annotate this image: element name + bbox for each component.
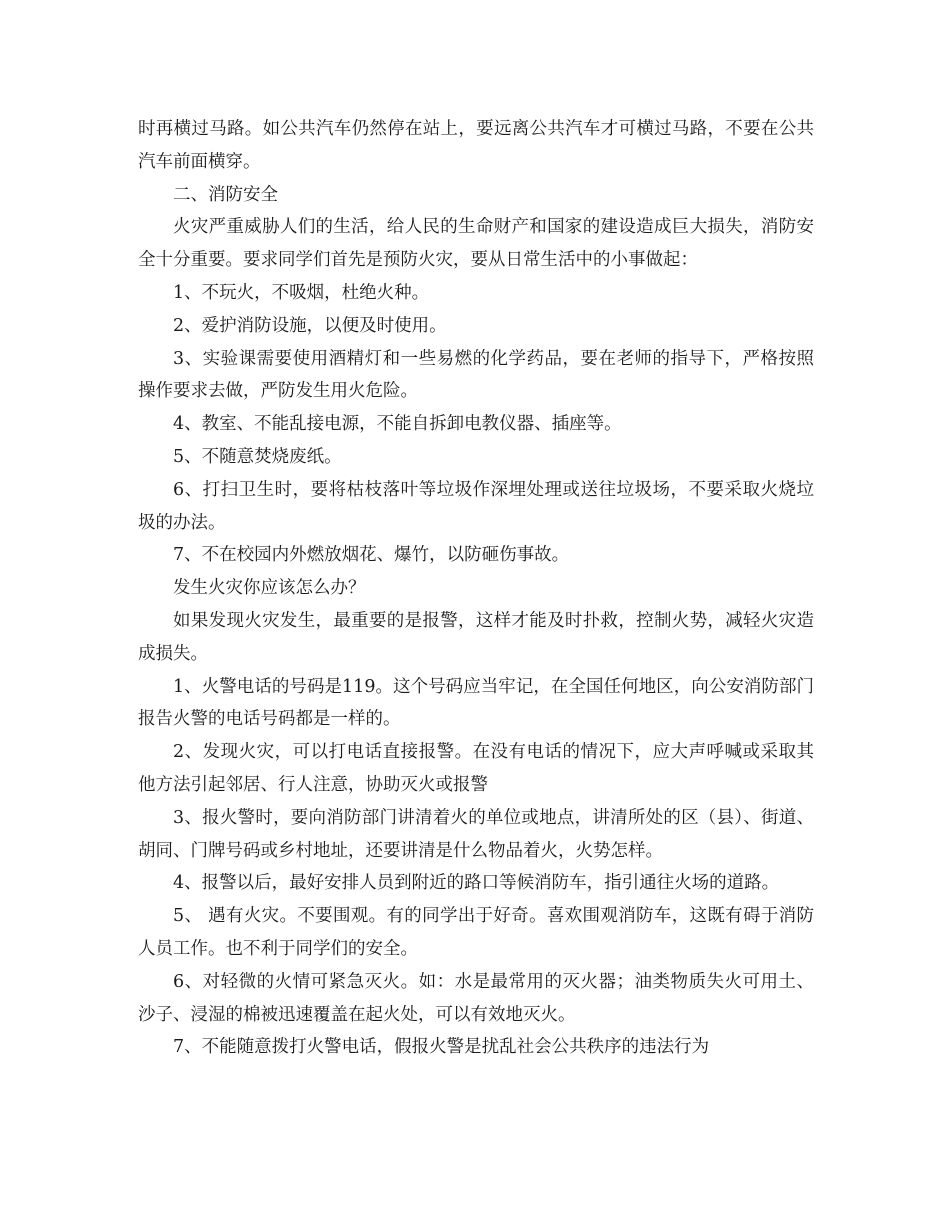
paragraph-continuation: 时再横过马路。如公共汽车仍然停在站上，要远离公共汽车才可横过马路，不要在公共汽车前面横穿。: [138, 119, 814, 172]
list-item: 7、不能随意拨打火警电话，假报火警是扰乱社会公共秩序的违法行为: [173, 1037, 710, 1058]
section-heading: 二、消防安全: [173, 184, 278, 205]
list-item: 1、火警电话的号码是119。这个号码应当牢记，在全国任何地区，向公安消防部门报告火警的电话号码都是一样的。: [138, 676, 814, 730]
list-item: 6、打扫卫生时，要将枯枝落叶等垃圾作深埋处理或送往垃圾场，不要采取火烧垃圾的办法。: [138, 479, 814, 533]
list-item: 5、不随意焚烧废纸。: [173, 446, 342, 467]
list-item: 6、对轻微的火情可紧急灭火。如：水是最常用的灭火器；油类物质失火可用土、沙子、浸湿的棉被迅速覆盖在起火处，可以有效地灭火。: [138, 971, 814, 1025]
list-item: 5、 遇有火灾。不要围观。有的同学出于好奇。喜欢围观消防车，这既有碍于消防人员工作。也不利于同学们的安全。: [138, 906, 814, 959]
list-item: 3、实验课需要使用酒精灯和一些易燃的化学药品，要在老师的指导下，严格按照操作要求去做，严防发生用火危险。: [138, 348, 814, 402]
list-item: 2、发现火灾，可以打电话直接报警。在没有电话的情况下，应大声呼喊或采取其他方法引起邻居、行人注意，协助灭火或报警: [138, 742, 814, 795]
subheading: 发生火灾你应该怎么办？: [173, 578, 366, 599]
list-item: 2、爱护消防设施，以便及时使用。: [173, 315, 447, 336]
list-item: 1、不玩火，不吸烟，杜绝火种。: [173, 282, 430, 303]
paragraph: 如果发现火灾发生，最重要的是报警，这样才能及时扑救，控制火势，减轻火灾造成损失。: [138, 610, 814, 664]
list-item: 4、教室、不能乱接电源，不能自拆卸电教仪器、插座等。: [173, 414, 622, 435]
list-item: 4、报警以后，最好安排人员到附近的路口等候消防车，指引通往火场的道路。: [173, 873, 780, 894]
document-body: [138, 113, 814, 1064]
list-item: 7、不在校园内外燃放烟花、爆竹，以防砸伤事故。: [173, 545, 570, 566]
list-item: 3、报火警时，要向消防部门讲清着火的单位或地点，讲清所处的区（县）、街道、胡同、门牌号码或乡村地址，还要讲清是什么物品着火，火势怎样。: [138, 807, 814, 861]
paragraph: 火灾严重威胁人们的生活，给人民的生命财产和国家的建设造成巨大损失，消防安全十分重要。要求同学们首先是预防火灾，要从日常生活中的小事做起：: [138, 217, 814, 271]
